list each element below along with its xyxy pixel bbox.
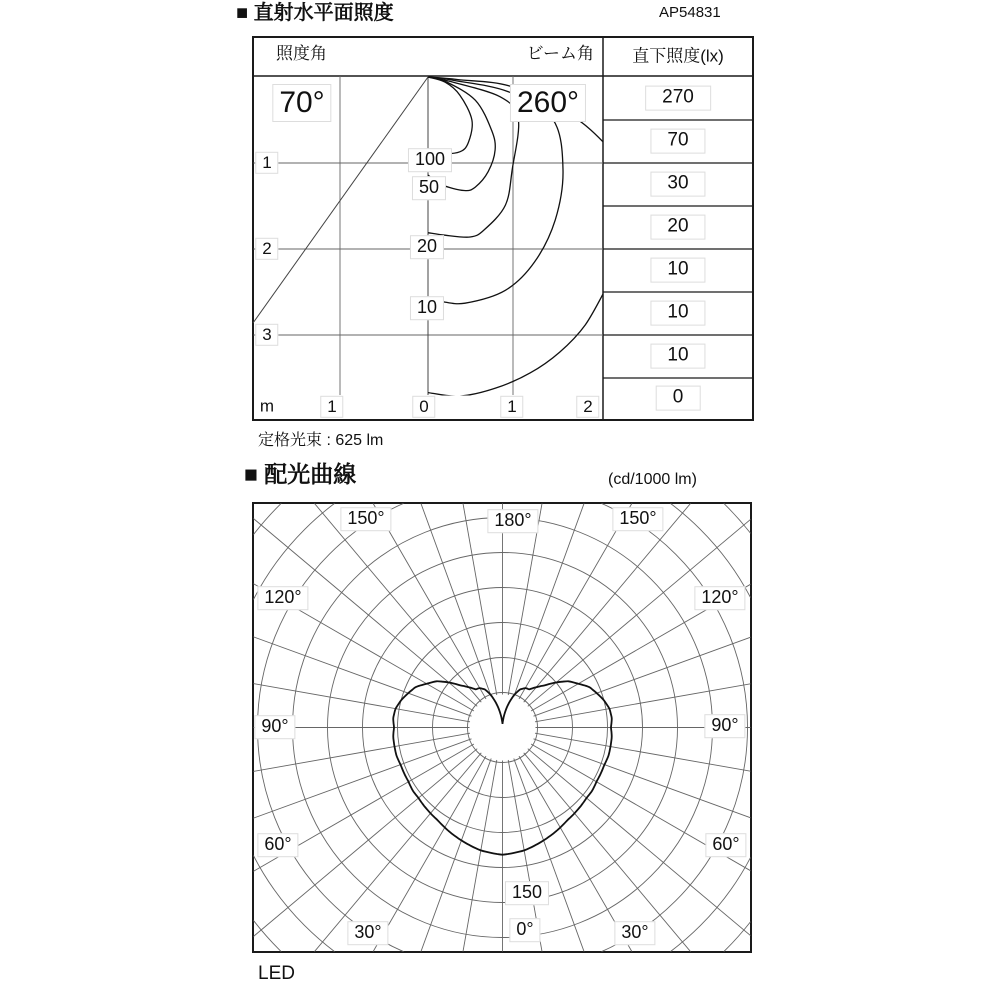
y-axis-unit: m	[259, 396, 275, 416]
col-beam-angle: ビーム角	[526, 44, 594, 63]
illuminance-angle-value: 70°	[272, 84, 331, 122]
lux-value-3: 20	[650, 215, 705, 240]
x-axis-right2: 2	[576, 396, 599, 418]
polar-label-120l: 120°	[257, 586, 308, 610]
x-axis-right1: 1	[500, 396, 523, 418]
polar-label-150l: 150°	[340, 507, 391, 531]
lux-value-6: 10	[650, 344, 705, 369]
polar-label-150r: 150°	[612, 507, 663, 531]
source-type-label: LED	[258, 963, 295, 984]
lux-value-4: 10	[650, 258, 705, 283]
polar-chart-svg	[252, 502, 752, 953]
x-axis-zero: 0	[412, 396, 435, 418]
y-axis-1m: 1	[255, 152, 278, 174]
lux-value-0: 270	[645, 86, 711, 111]
x-axis-left1: 1	[320, 396, 343, 418]
polar-grid	[252, 502, 752, 953]
polar-label-120r: 120°	[694, 586, 745, 610]
section1-title: ■ 直射水平面照度	[236, 2, 394, 24]
curve-label-50: 50	[412, 176, 446, 200]
lux-value-2: 30	[650, 172, 705, 197]
polar-label-90l: 90°	[254, 715, 295, 739]
polar-label-30l: 30°	[347, 921, 388, 945]
curve-label-20: 20	[410, 235, 444, 259]
y-axis-3m: 3	[255, 324, 278, 346]
polar-label-60r: 60°	[705, 833, 746, 857]
lux-value-1: 70	[650, 129, 705, 154]
section2-title: ■ 配光曲線	[244, 461, 357, 487]
lux-table-lines	[603, 120, 753, 378]
polar-label-60l: 60°	[257, 833, 298, 857]
iso-lux-curve-5	[428, 283, 609, 396]
iso-lux-curve-50	[428, 77, 495, 191]
rated-flux-note: 定格光束 : 625 lm	[258, 432, 384, 449]
direct-illuminance-panel	[252, 36, 754, 421]
product-code: AP54831	[659, 4, 721, 21]
col-illuminance-angle: 照度角	[276, 44, 327, 63]
polar-label-30r: 30°	[614, 921, 655, 945]
iso-lux-curves	[428, 77, 609, 396]
polar-ring-150: 150	[505, 881, 549, 905]
lux-value-7: 0	[656, 386, 701, 411]
y-axis-2m: 2	[255, 238, 278, 260]
polar-label-90r: 90°	[704, 714, 745, 738]
col-direct-lux: 直下照度(lx)	[632, 46, 724, 66]
iso-lux-curve-100	[428, 77, 472, 154]
curve-label-100: 100	[408, 148, 452, 172]
polar-unit: (cd/1000 lm)	[608, 471, 697, 488]
lux-value-5: 10	[650, 301, 705, 326]
polar-label-180: 180°	[487, 509, 538, 533]
polar-label-0: 0°	[509, 918, 540, 942]
curve-label-10: 10	[410, 296, 444, 320]
distribution-panel	[252, 502, 752, 953]
beam-angle-value: 260°	[510, 84, 586, 122]
